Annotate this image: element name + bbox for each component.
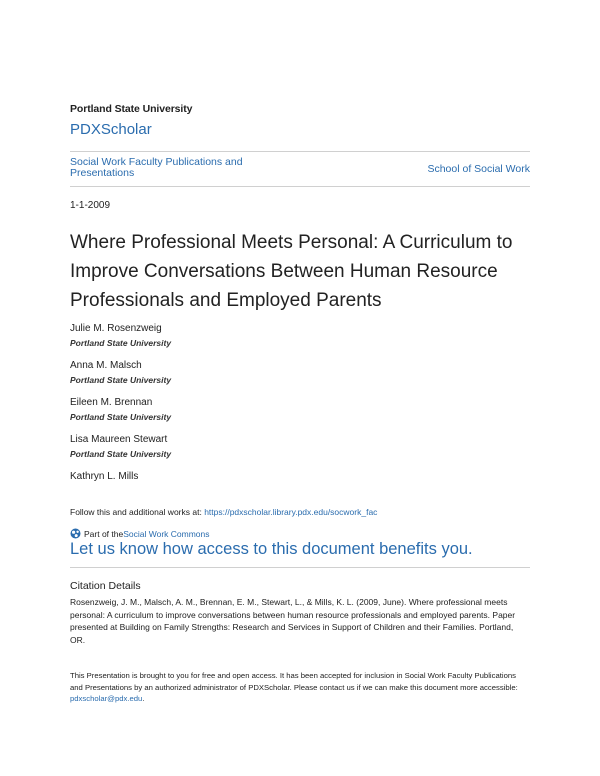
contact-email-link[interactable]: pdxscholar@pdx.edu [70, 694, 143, 703]
publication-date: 1-1-2009 [70, 200, 111, 211]
author-name: Eileen M. Brennan [70, 397, 153, 408]
divider [70, 186, 530, 187]
author-name: Kathryn L. Mills [70, 471, 139, 482]
university-name: Portland State University [70, 103, 193, 115]
author-affiliation: Portland State University [70, 375, 172, 385]
author-affiliation: Portland State University [70, 412, 172, 422]
part-of-label: Part of the [84, 528, 124, 539]
follow-url-link[interactable]: https://pdxscholar.library.pdx.edu/socwork_fac [204, 507, 378, 517]
citation-heading: Citation Details [70, 580, 141, 592]
department-link[interactable]: School of Social Work [427, 163, 530, 175]
availability-notice [70, 670, 530, 705]
divider [70, 151, 530, 152]
collection-link[interactable]: Social Work Faculty Publications and Presentations [70, 156, 243, 179]
availability-text: This Presentation is brought to you for free and open access. It has been accepted for inclusion in Social Work Faculty Publications and Presentations by an authorized administrator of PDXScholar. Please contact us if we can make this document more accessible: [70, 671, 518, 692]
availability-end: . [142, 694, 145, 703]
citation-body: Rosenzweig, J. M., Malsch, A. M., Brennan, E. M., Stewart, L., & Mills, K. L. (2009, June). Where professional meets personal: A curriculum to improve conversations between human resource professionals and employed parents. Paper presented at Building on Family Strengths: Research and Services in Support of Children and their Families. Portland, OR. [70, 597, 516, 645]
divider [70, 567, 530, 568]
benefit-feedback-link[interactable]: Let us know how access to this document benefits you. [70, 540, 473, 558]
social-work-commons-link[interactable]: Social Work Commons [123, 528, 210, 539]
author-name: Anna M. Malsch [70, 360, 142, 371]
network-icon [70, 528, 81, 539]
follow-label: Follow this and additional works at: [70, 507, 205, 517]
follow-line [70, 507, 377, 517]
author-name: Julie M. Rosenzweig [70, 323, 162, 334]
author-name: Lisa Maureen Stewart [70, 434, 168, 445]
document-title: Where Professional Meets Personal: A Curriculum to Improve Conversations Between Human Resource Professionals and Employed Parents [70, 232, 513, 311]
author-affiliation: Portland State University [70, 449, 172, 459]
part-of-line [70, 528, 210, 539]
author-affiliation: Portland State University [70, 338, 172, 348]
repository-link[interactable]: PDXScholar [70, 121, 152, 138]
